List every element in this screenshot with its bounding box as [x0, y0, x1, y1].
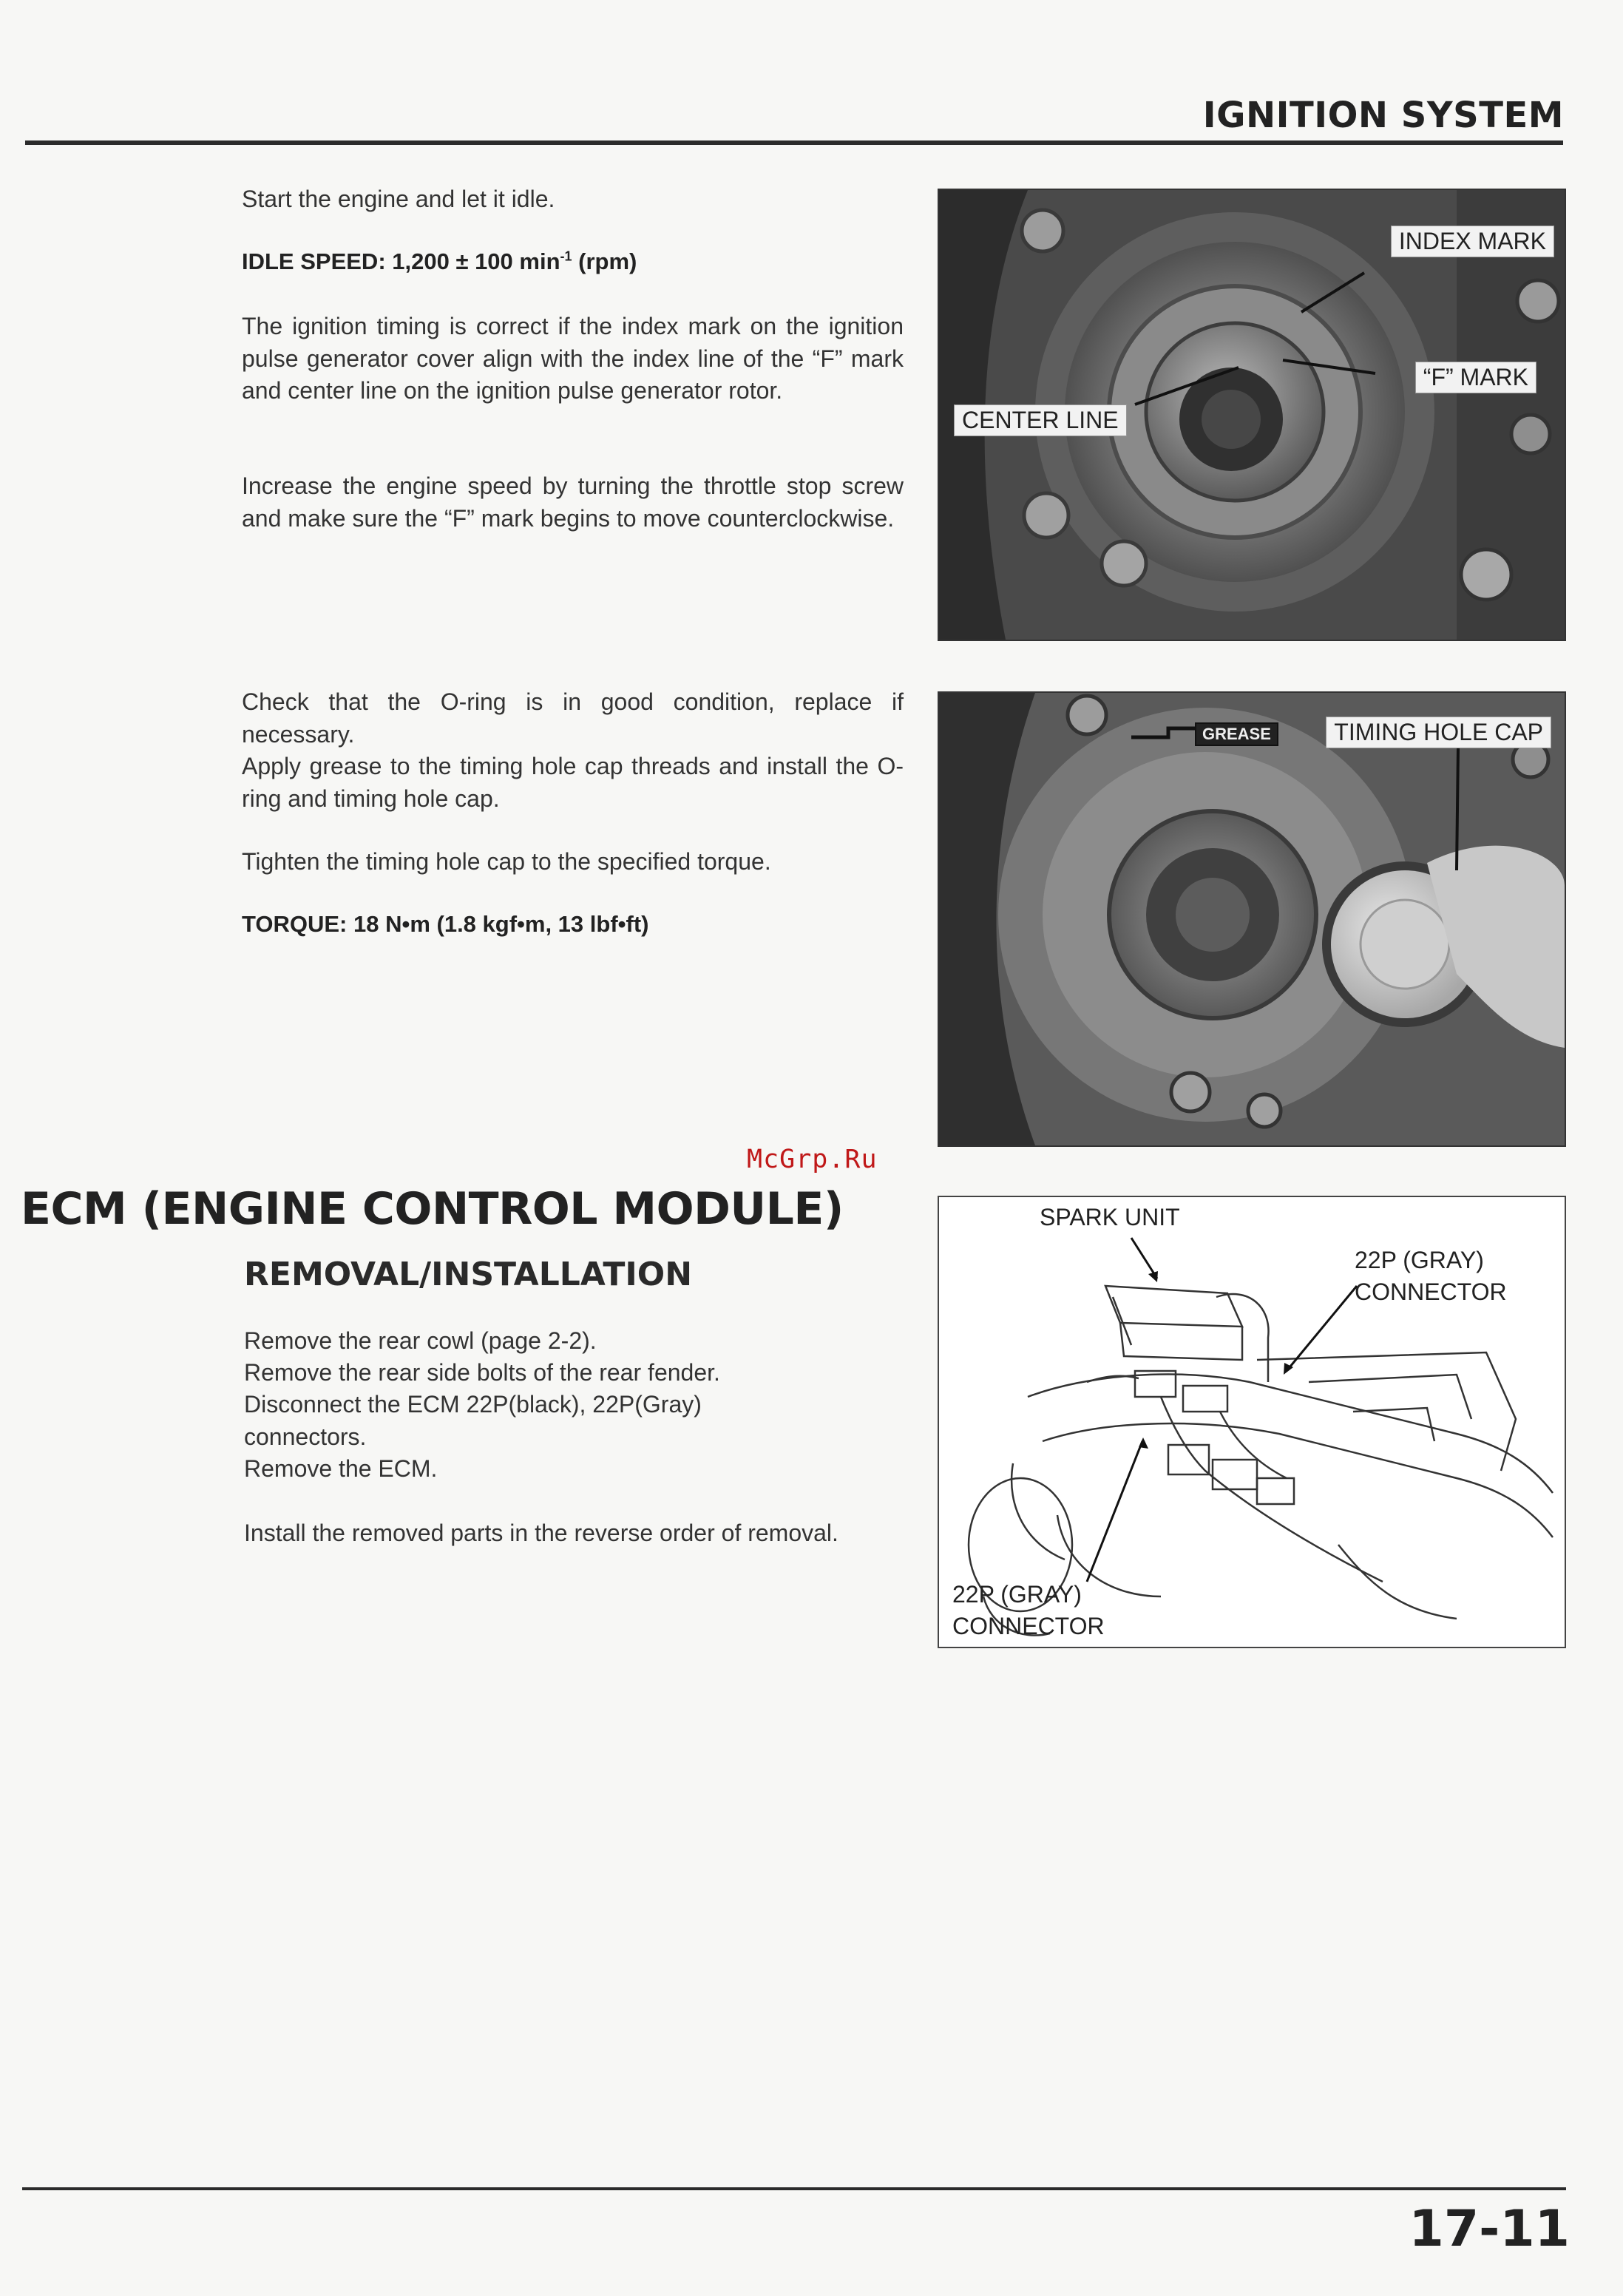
label-spark-unit: SPARK UNIT	[1040, 1204, 1180, 1230]
idle-speed-unit-exponent: -1	[560, 248, 572, 264]
idle-speed-prefix: IDLE SPEED: 1,200 ± 100 min	[242, 248, 560, 274]
watermark: McGrp.Ru	[747, 1145, 878, 1174]
ecm-step-remove-ecm: Remove the ECM.	[244, 1455, 438, 1482]
idle-speed-suffix: (rpm)	[572, 248, 637, 274]
page-number: 17-11	[1409, 2200, 1570, 2258]
photo-timing-marks	[938, 189, 1566, 641]
label-bottom-connector-line2: CONNECTOR	[952, 1613, 1105, 1639]
timing-hole-cap-photo-illustration	[939, 693, 1565, 1145]
header-rule	[25, 140, 1563, 145]
label-top-connector-line2: CONNECTOR	[1355, 1279, 1507, 1305]
callout-center-line: CENTER LINE	[954, 404, 1127, 436]
section-title: IGNITION SYSTEM	[1202, 95, 1564, 136]
ecm-step-disconnect: Disconnect the ECM 22P(black), 22P(Gray) connectors.	[244, 1391, 702, 1450]
label-top-connector-line1: 22P (GRAY)	[1355, 1247, 1484, 1273]
ecm-location-diagram	[938, 1196, 1566, 1648]
footer-rule	[22, 2187, 1566, 2190]
step-apply-grease: Apply grease to the timing hole cap threads and install the O-ring and timing hole cap.	[242, 753, 904, 812]
ecm-step-install: Install the removed parts in the reverse order of removal.	[244, 1520, 838, 1546]
ecm-section-heading: ECM (ENGINE CONTROL MODULE)	[21, 1183, 844, 1235]
step-start-engine: Start the engine and let it idle.	[242, 186, 555, 212]
ecm-step-remove-cowl: Remove the rear cowl (page 2-2).	[244, 1327, 597, 1354]
label-bottom-connector-line1: 22P (GRAY)	[952, 1581, 1082, 1608]
callout-index-mark: INDEX MARK	[1391, 226, 1554, 257]
step-timing-correct: The ignition timing is correct if the index mark on the ignition pulse generator cover align with the index line of the “F” mark and center line on the ignition pulse generator rotor.	[242, 313, 904, 404]
torque-spec: TORQUE: 18 N•m (1.8 kgf•m, 13 lbf•ft)	[242, 911, 649, 937]
step-check-oring: Check that the O-ring is in good condition, replace if necessary.	[242, 688, 904, 748]
step-tighten-cap: Tighten the timing hole cap to the specified torque.	[242, 848, 771, 875]
idle-speed-spec	[242, 248, 904, 275]
callout-f-mark: “F” MARK	[1415, 362, 1536, 393]
removal-installation-heading: REMOVAL/INSTALLATION	[244, 1256, 693, 1293]
callout-timing-hole-cap: TIMING HOLE CAP	[1326, 717, 1551, 748]
step-increase-speed: Increase the engine speed by turning the throttle stop screw and make sure the “F” mark begins to move counterclockwise.	[242, 473, 904, 532]
ecm-step-remove-bolts: Remove the rear side bolts of the rear fender.	[244, 1359, 720, 1386]
grease-badge: GREASE	[1195, 722, 1278, 746]
photo-timing-hole-cap	[938, 691, 1566, 1147]
